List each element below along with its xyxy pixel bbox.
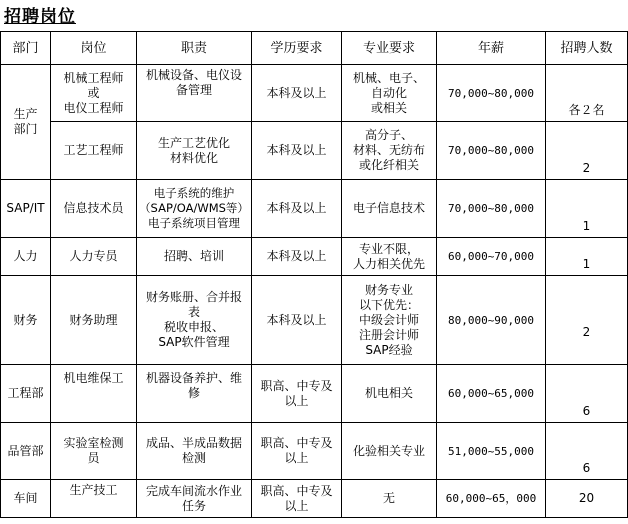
header-count: 招聘人数 <box>546 32 628 65</box>
position-cell: 信息技术员 <box>51 180 137 238</box>
header-education: 学历要求 <box>252 32 342 65</box>
position-cell: 实验室检测 员 <box>51 423 137 480</box>
duty-cell: 机械设备、电仪设 备管理 <box>137 65 252 122</box>
dept-cell: 人力 <box>1 238 51 276</box>
salary-cell: 51,000~55,000 <box>437 423 546 480</box>
major-cell: 机械、电子、 自动化 或相关 <box>342 65 437 122</box>
count-cell: 6 <box>546 423 628 480</box>
duty-cell: 财务账册、合并报 表 税收申报、 SAP软件管理 <box>137 276 252 365</box>
recruitment-table <box>0 31 628 518</box>
count-cell: 6 <box>546 365 628 423</box>
dept-cell: 工程部 <box>1 365 51 423</box>
duty-cell: 电子系统的维护 （SAP/OA/WMS等） 电子系统项目管理 <box>137 180 252 238</box>
table-row <box>1 238 628 276</box>
salary-cell: 80,000~90,000 <box>437 276 546 365</box>
dept-cell: SAP/IT <box>1 180 51 238</box>
count-cell: 1 <box>546 238 628 276</box>
duty-cell: 成品、半成品数据 检测 <box>137 423 252 480</box>
table-row <box>1 480 628 518</box>
header-duty: 职责 <box>137 32 252 65</box>
position-cell: 机电维保工 <box>51 365 137 423</box>
major-cell: 专业不限， 人力相关优先 <box>342 238 437 276</box>
education-cell: 职高、中专及 以上 <box>252 480 342 518</box>
education-cell: 职高、中专及 以上 <box>252 423 342 480</box>
page-title: 招聘岗位 <box>4 7 76 27</box>
duty-cell: 生产工艺优化 材料优化 <box>137 122 252 180</box>
major-cell: 机电相关 <box>342 365 437 423</box>
table-row <box>1 423 628 480</box>
education-cell: 本科及以上 <box>252 180 342 238</box>
table-row <box>1 122 628 180</box>
major-cell: 电子信息技术 <box>342 180 437 238</box>
table-row <box>1 276 628 365</box>
education-cell: 本科及以上 <box>252 276 342 365</box>
count-cell: 各２名 <box>546 65 628 122</box>
duty-cell: 招聘、培训 <box>137 238 252 276</box>
education-cell: 本科及以上 <box>252 238 342 276</box>
education-cell: 本科及以上 <box>252 122 342 180</box>
dept-cell: 生产 部门 <box>1 65 51 180</box>
count-cell: 1 <box>546 180 628 238</box>
table-row <box>1 180 628 238</box>
header-salary: 年薪 <box>437 32 546 65</box>
major-cell: 财务专业 以下优先： 中级会计师 注册会计师 SAP经验 <box>342 276 437 365</box>
major-cell: 高分子、 材料、无纺布 或化纤相关 <box>342 122 437 180</box>
education-cell: 职高、中专及 以上 <box>252 365 342 423</box>
header-major: 专业要求 <box>342 32 437 65</box>
position-cell: 人力专员 <box>51 238 137 276</box>
duty-cell: 机器设备养护、维 修 <box>137 365 252 423</box>
table-row <box>1 365 628 423</box>
count-cell: 20 <box>546 480 628 518</box>
salary-cell: 70,000~80,000 <box>437 65 546 122</box>
salary-cell: 60,000~70,000 <box>437 238 546 276</box>
count-cell: 2 <box>546 276 628 365</box>
position-cell: 工艺工程师 <box>51 122 137 180</box>
salary-cell: 70,000~80,000 <box>437 180 546 238</box>
position-cell: 财务助理 <box>51 276 137 365</box>
major-cell: 化验相关专业 <box>342 423 437 480</box>
education-cell: 本科及以上 <box>252 65 342 122</box>
header-row <box>1 32 628 65</box>
position-cell: 生产技工 <box>51 480 137 518</box>
header-dept: 部门 <box>1 32 51 65</box>
header-position: 岗位 <box>51 32 137 65</box>
dept-cell: 车间 <box>1 480 51 518</box>
table-row <box>1 65 628 122</box>
salary-cell: 60,000~65，000 <box>437 480 546 518</box>
dept-cell: 财务 <box>1 276 51 365</box>
salary-cell: 60,000~65,000 <box>437 365 546 423</box>
salary-cell: 70,000~80,000 <box>437 122 546 180</box>
duty-cell: 完成车间流水作业 任务 <box>137 480 252 518</box>
count-cell: 2 <box>546 122 628 180</box>
dept-cell: 品管部 <box>1 423 51 480</box>
position-cell: 机械工程师 或 电仪工程师 <box>51 65 137 122</box>
major-cell: 无 <box>342 480 437 518</box>
